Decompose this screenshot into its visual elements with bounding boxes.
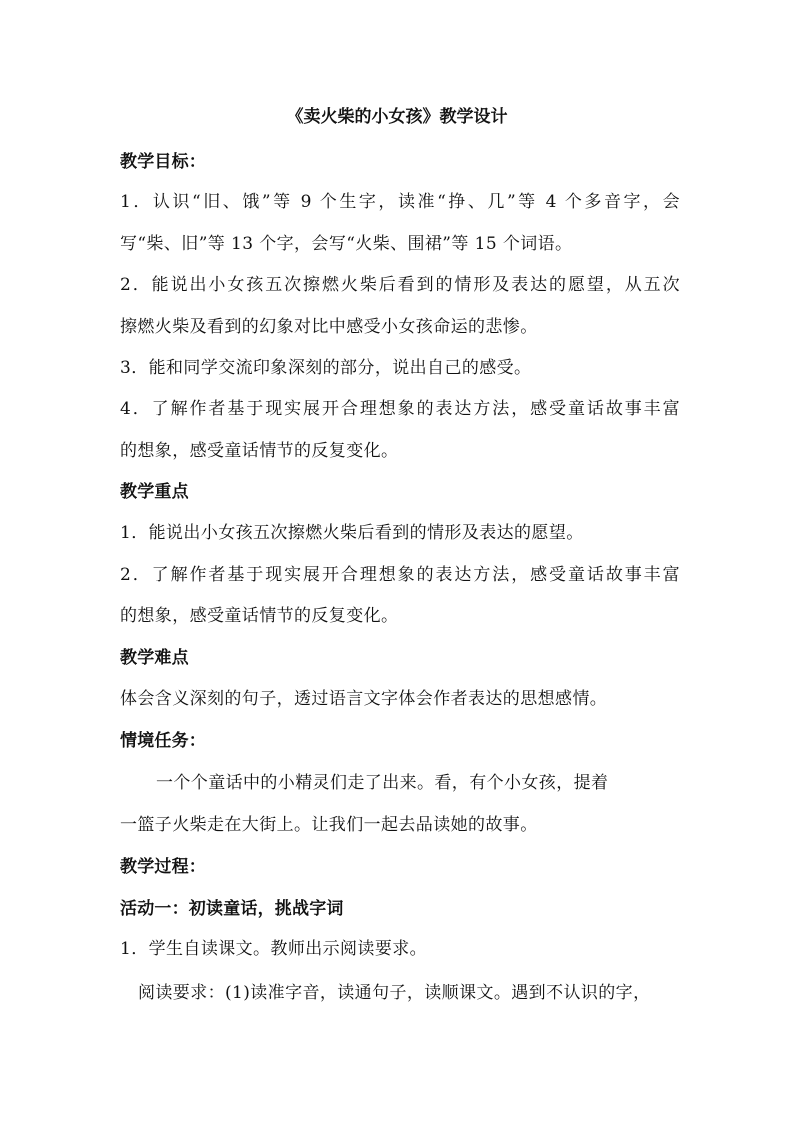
reading-requirement: 阅读要求：(1)读准字音，读通句子，读顺课文。遇到不认识的字，	[138, 983, 651, 1003]
process-heading: 教学过程：	[120, 857, 206, 877]
goal-4-line-1: 4．了解作者基于现实展开合理想象的表达方法，感受童话故事丰富	[120, 399, 680, 419]
difficulty-heading: 教学难点	[120, 648, 189, 668]
situation-line-2: 一篮子火柴走在大街上。让我们一起去品读她的故事。	[120, 815, 538, 835]
key-point-2-line-1: 2．了解作者基于现实展开合理想象的表达方法，感受童话故事丰富	[120, 565, 680, 585]
document-title: 《卖火柴的小女孩》教学设计	[286, 107, 508, 127]
goal-1-line-1: 1．认识“旧、饿”等 9 个生字，读准“挣、几”等 4 个多音字，会	[120, 192, 680, 212]
goal-1-line-2: 写“柴、旧”等 13 个字，会写“火柴、围裙”等 15 个词语。	[120, 234, 573, 254]
difficulty-text: 体会含义深刻的句子，透过语言文字体会作者表达的思想感情。	[120, 689, 608, 709]
key-point-2-line-2: 的想象，感受童话情节的反复变化。	[120, 606, 399, 626]
goal-4-line-2: 的想象，感受童话情节的反复变化。	[120, 441, 399, 461]
situation-line-1: 一个个童话中的小精灵们走了出来。看，有个小女孩，提着	[156, 773, 609, 793]
key-points-heading: 教学重点	[120, 482, 189, 502]
activity-1-heading: 活动一：初读童话，挑战字词	[120, 899, 344, 919]
step-1: 1．学生自读课文。教师出示阅读要求。	[120, 939, 428, 959]
goals-heading: 教学目标：	[120, 152, 206, 172]
key-point-1: 1．能说出小女孩五次擦燃火柴后看到的情形及表达的愿望。	[120, 523, 584, 543]
goal-2-line-2: 擦燃火柴及看到的幻象对比中感受小女孩命运的悲惨。	[120, 317, 538, 337]
goal-3: 3．能和同学交流印象深刻的部分，说出自己的感受。	[120, 358, 532, 378]
goal-2-line-1: 2．能说出小女孩五次擦燃火柴后看到的情形及表达的愿望，从五次	[120, 275, 680, 295]
situation-heading: 情境任务：	[120, 731, 206, 751]
